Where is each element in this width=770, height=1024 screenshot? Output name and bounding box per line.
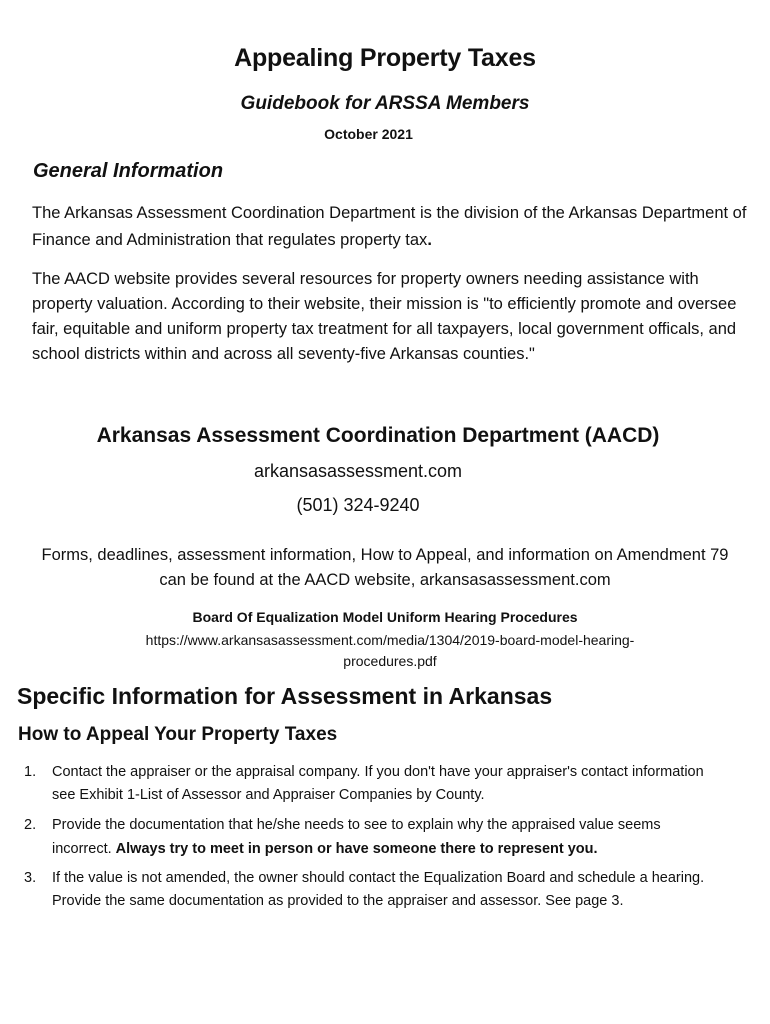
page-title: Appealing Property Taxes	[234, 44, 536, 72]
step-bold-text: Always try to meet in person or have someone there to represent you.	[115, 841, 598, 857]
aacd-website: arkansasassessment.com	[253, 461, 463, 481]
step-text: Contact the appraiser or the appraisal company. If you don't have your appraiser's contact information see Exhibit 1-List of Assessor and Appraiser Companies by County.	[52, 764, 704, 803]
general-paragraph-1	[32, 200, 752, 254]
step-body	[52, 813, 724, 861]
step-text: Provide the documentation that he/she needs to see to explain why the appraised value seems incorrect.	[52, 817, 661, 857]
page-subtitle: Guidebook for ARSSA Members	[240, 93, 530, 114]
appeal-step	[24, 813, 724, 861]
general-paragraph-2: The AACD website provides several resources for property owners needing assistance with property valuation. According to their website, their mission is "to efficiently promote and oversee fair, equitable and uniform property tax treatment for all taxpayers, local government officals, and school districts within and across all seventy-five Arkansas counties."	[32, 270, 737, 363]
step-number: 3.	[24, 870, 37, 886]
aacd-phone: (501) 324-9240	[296, 495, 420, 515]
specific-information-heading: Specific Information for Assessment in Arkansas	[17, 683, 553, 709]
step-body	[52, 761, 724, 807]
publication-date: October 2021	[324, 126, 413, 142]
appeal-step	[24, 867, 724, 913]
general-information-heading: General Information	[33, 160, 224, 182]
how-to-appeal-heading: How to Appeal Your Property Taxes	[18, 724, 338, 745]
step-body	[52, 867, 724, 913]
aacd-forms-text: Forms, deadlines, assessment information, How to Appeal, and information on Amendment 79 can be found at the AACD website, arkansasassessment.com	[41, 546, 729, 589]
appeal-step	[24, 761, 724, 807]
board-procedures-url: https://www.arkansasassessment.com/media/1304/2019-board-model-hearing-procedures.pdf	[145, 632, 635, 669]
general-paragraph-1-period: .	[427, 231, 432, 249]
aacd-title: Arkansas Assessment Coordination Department (AACD)	[96, 424, 660, 447]
step-text: If the value is not amended, the owner should contact the Equalization Board and schedule a hearing. Provide the same documentation as provided to the appraiser and assessor. See page 3.	[52, 870, 705, 909]
step-number: 1.	[24, 764, 37, 780]
step-number: 2.	[24, 817, 37, 833]
general-paragraph-1-text: The Arkansas Assessment Coordination Department is the division of the Arkansas Department of Finance and Administration that regulates property tax	[32, 204, 747, 249]
board-procedures-title: Board Of Equalization Model Uniform Hearing Procedures	[192, 609, 578, 625]
